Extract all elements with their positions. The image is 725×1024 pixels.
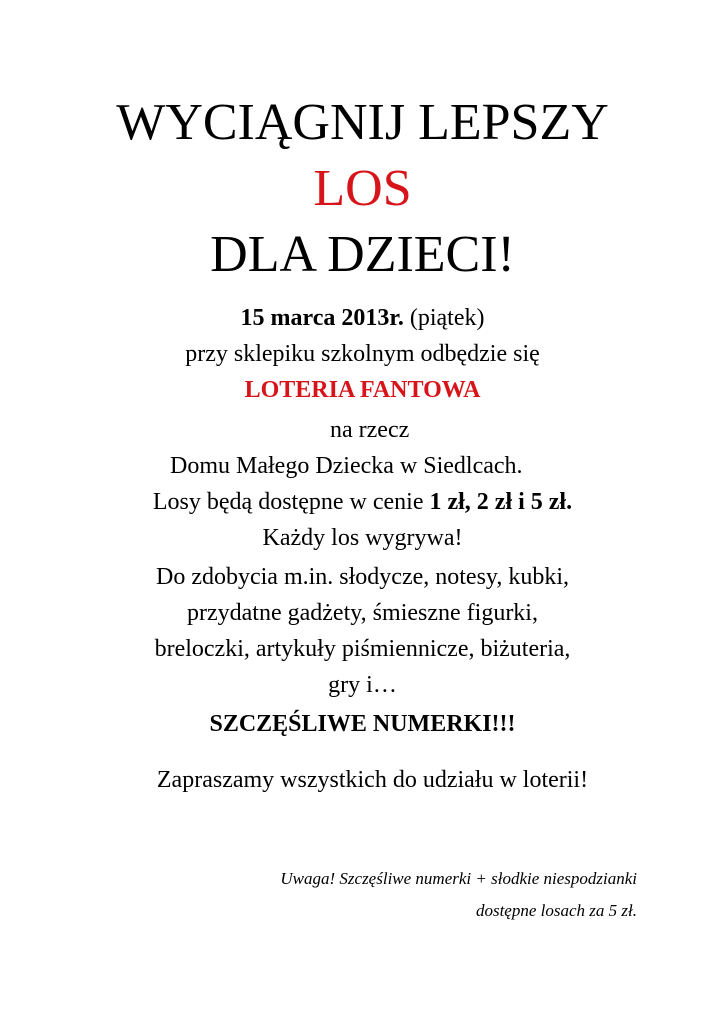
headline-line-3: DLA DZIECI!: [210, 226, 515, 283]
event-day: (piątek): [409, 305, 485, 331]
prizes-line-1: Do zdobycia m.in. słodycze, notesy, kubki,: [155, 564, 570, 590]
price-line: [0, 490, 725, 514]
prizes-line-2: przydatne gadżety, śmieszne figurki,: [187, 600, 538, 626]
price-prefix: Losy będą dostępne w cenie: [152, 489, 424, 515]
lucky-numbers: SZCZĘŚLIWE NUMERKI!!!: [209, 711, 516, 737]
prizes-line-3: breloczki, artykuły piśmiennicze, biżuteria,: [154, 636, 571, 662]
invitation-line: Zapraszamy wszystkich do udziału w loterii!: [156, 767, 589, 793]
prizes-line-4: gry i…: [328, 672, 397, 698]
price-values: 1 zł, 2 zł i 5 zł.: [429, 489, 573, 515]
location-line: przy sklepiku szkolnym odbędzie się: [185, 341, 540, 367]
event-name: LOTERIA FANTOWA: [244, 377, 481, 403]
headline-line-1: WYCIĄGNIJ LEPSZY: [116, 94, 609, 151]
purpose-line-1: na rzecz: [330, 417, 410, 443]
headline-los: LOS: [313, 160, 412, 217]
note-line-2: dostępne losach za 5 zł.: [475, 901, 637, 920]
purpose-line-2: Domu Małego Dziecka w Siedlcach.: [170, 453, 523, 479]
date-line: [0, 306, 725, 330]
win-line: Każdy los wygrywa!: [262, 525, 463, 551]
event-date: 15 marca 2013r.: [240, 305, 404, 331]
note-line-1: Uwaga! Szczęśliwe numerki + słodkie niespodzianki: [280, 869, 637, 888]
